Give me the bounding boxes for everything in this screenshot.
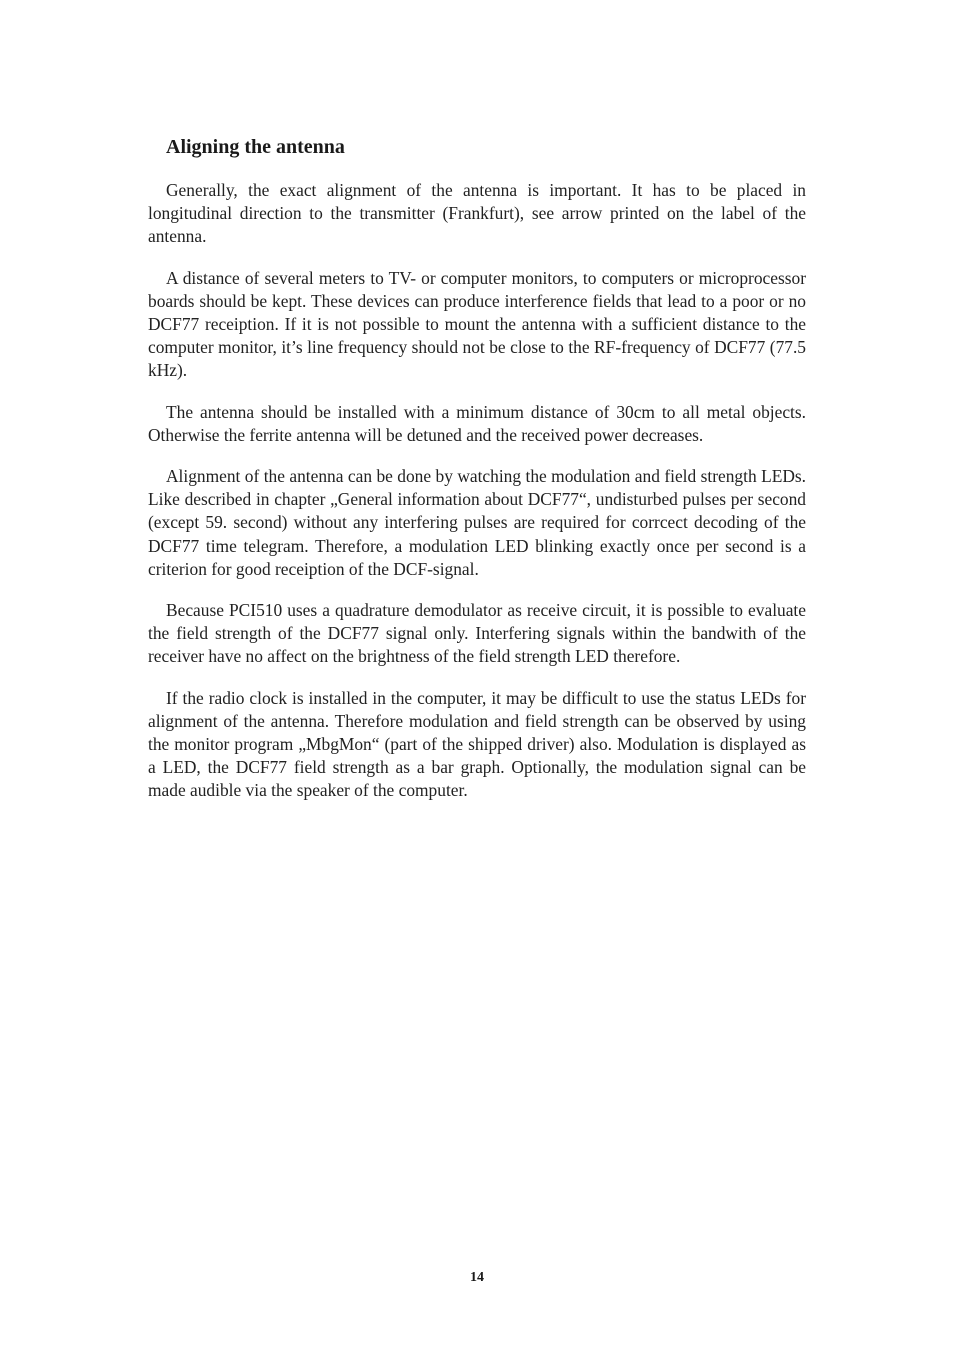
paragraph-monitor-program: If the radio clock is installed in the computer, it may be difficult to use the status LEDs for alignment of the antenna. Therefore modulation and field strength can be observed by using the monitor program „MbgMon“ (part of the shipped driver) also. Modulation is displayed as a LED, the DCF77 field strength as a bar graph. Optionally, the modulation signal can be made audible via the speaker of the computer. — [148, 687, 806, 801]
paragraph-demodulator: Because PCI510 uses a quadrature demodulator as receive circuit, it is possible to evaluate the field strength of the DCF77 signal only. Interfering signals within the bandwith of the receiver have no affect on the brightness of the field strength LED therefore. — [148, 600, 806, 667]
paragraph-alignment-intro: Generally, the exact alignment of the antenna is important. It has to be placed in longitudinal direction to the transmitter (Frankfurt), see arrow printed on the label of the antenna. — [148, 180, 806, 247]
section-heading: Aligning the antenna — [166, 136, 345, 158]
paragraph-metal-objects: The antenna should be installed with a minimum distance of 30cm to all metal objects. Otherwise the ferrite antenna will be detuned and the received power decreases. — [148, 401, 806, 445]
paragraph-distance-monitors: A distance of several meters to TV- or computer monitors, to computers or microprocessor boards should be kept. These devices can produce interference fields that lead to a poor or no DCF77 receiption. If it is not possible to mount the antenna with a sufficient distance to the computer monitor, it’s line frequency should not be close to the RF-frequency of DCF77 (77.5 kHz). — [148, 267, 806, 381]
paragraph-led-alignment: Alignment of the antenna can be done by watching the modulation and field strength LEDs. Like described in chapter „General information about DCF77“, undisturbed pulses per second (except 59. second) without any interfering pulses are required for corrcect decoding of the DCF77 time telegram. Therefore, a modulation LED blinking exactly once per second is a criterion for good receiption of the DCF-signal. — [148, 466, 806, 579]
page-content — [148, 133, 806, 821]
page-number: 14 — [470, 1270, 484, 1285]
